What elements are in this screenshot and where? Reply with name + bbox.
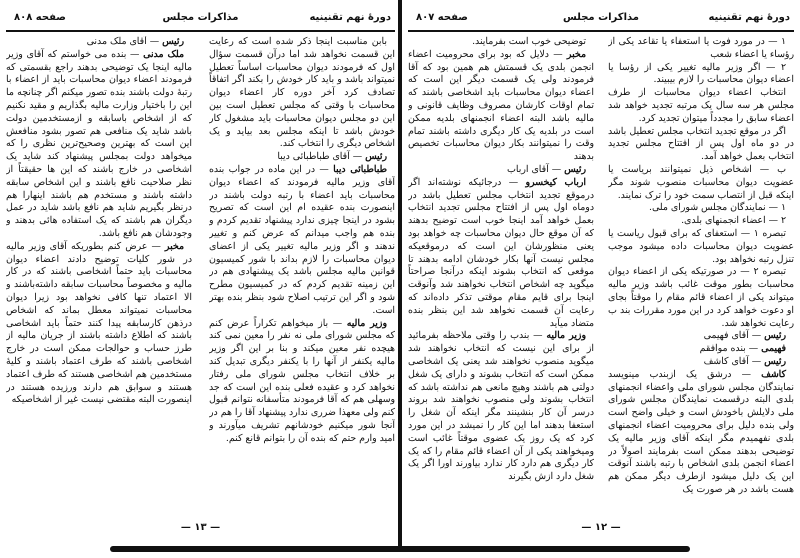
speaker-name: مخبر bbox=[164, 240, 184, 252]
paragraph-text: تبصره ۱ — استعفای که برای قبول ریاست یا عضویت دیوان محاسبات داده میشود موجب تنزل رتبه نخواهد بود. bbox=[608, 227, 794, 265]
paragraph bbox=[608, 369, 794, 497]
paragraph-text: ب — اشخاص ذیل نمیتوانند بریاست یا عضویت دیوان محاسبات منصوب شوند مگر اینکه قبل از انتصاب سمت خود را ترک نمایند. bbox=[608, 163, 794, 201]
session-label: دورهٔ نهم تقنینیه bbox=[309, 12, 391, 23]
paragraph-text: — بنده می خواستم که آقای وزیر مالیه اینجا یک توضیحی بدهند راجع بقسمتی که فرمودند اعضاء دیوان محاسبات باید از اعضاء با رتبهٔ دولت باشند بنده تصور میکنم اگر چنانچه ما این را باختیار وزارت مالیه بگذاریم و مقید نکنیم که از اشخاص باسابقه و ازمستخدمین دولت باشد شاید یک منافعی هم تصور بشود منافعش این است که بهترین وصحیح‌ترین نظری را که میخواهد دولت بمجلس پیشنهاد کند شاید یک اشخاصی در خارج باشند که این ها حقیقتاً از نظر صلاحیت نافع باشند و این اشخاص سابقه داشته باشند و مستخدم هم باشند اینهارا هم درنظر بگیریم شاید هم نافع باشد شاید در عمل دیگران هم باشند که یک استفاده هائی بدهند و وجودشان هم نافع باشد. bbox=[6, 48, 192, 239]
speaker-name: رئیس bbox=[564, 163, 586, 175]
speaker-name: رئیس bbox=[764, 330, 786, 342]
paragraph-text: اگر در موقع تجدید انتخاب مجلس تعطیل باشد در دو ماه اول پس از افتتاح مجلس تجدید انتخاب بعمل خواهد آمد. bbox=[608, 125, 794, 163]
paragraph bbox=[608, 126, 794, 164]
paragraph-text: — دلایل که بود برای محرومیت اعضاء انجمن بلدی یک قسمتش هم همین بود که آقا فرمودند ولی یک قسمت دیگر این است که اعضاء دیوان محاسبات باید اشخاصی باشند که تمام اوقات کارشان مصروف وظایف قانونی و مالیه باشد البته اعضاء انجمنهای بلدیه ممکن است در بلدیه یک کار دیگری داشته باشند تمام وقت را نمیتوانند بکار دیوان محاسبات تخصیص بدهند bbox=[408, 48, 594, 163]
paragraph bbox=[608, 62, 794, 88]
scan-bottom-edge bbox=[110, 546, 690, 552]
text-column-right bbox=[608, 36, 794, 512]
session-label: دورهٔ نهم تقنینیه bbox=[708, 12, 790, 23]
speaker-name: رئیس bbox=[365, 151, 387, 163]
paragraph bbox=[608, 266, 794, 330]
paragraph-text: — درجائیکه نوشته‌اند اگر درموقع تجدید انتخاب مجلس تعطیل باشد در دوماه اول پس از افتتاح مجلس تجدید انتخاب بعمل خواهد آمد اینجا خوب است توضیح بدهند که آن موقع حال دیوان محاسبات چه خواهد بود یعنی منظورشان این است که درموقعیکه مجلس نیست آنها بکار خودشان ادامه بدهند تا موقعی که انتخاب بشوند اینکه درآنجا صراحتاً میگوید چه اشخاص انتخاب نخواهند شد وآنوقت اینجا برای قایم مقام موقتی تذکر داده‌اند که رعایت آن قسمت نخواهد شد این بنظر بنده متضاد میآید bbox=[408, 176, 594, 329]
paragraph bbox=[408, 36, 594, 49]
paragraph-text: بابن مناسبت اینجا ذکر شده است که رعایت این قسمت نخواهد شد اما درآن قسمت سؤال اول که فرمودند دیوان محاسبات اساساً تعطیل نمیتواند باشد و باید کار خودش را بکند اگر اتفاقاً تصادف کرد آخر دوره کار اعضاء دیوان محاسبات با وقتی که مجلس تعطیل است بین این دو مجلس دیوان محاسبات باید مشغول کار خودش باشد تا اینکه مجلس بعد بیاید و یک اشخاص دیگری را انتخاب کند. bbox=[209, 36, 395, 150]
page-header bbox=[6, 12, 395, 28]
paragraph bbox=[408, 164, 594, 177]
page-header bbox=[408, 12, 794, 28]
speaker-name: مخبر bbox=[566, 48, 586, 60]
journal-title: مذاکرات مجلس bbox=[162, 12, 239, 23]
right-page bbox=[408, 0, 794, 540]
speaker-name: ارباب کیخسرو bbox=[525, 176, 586, 188]
paragraph-text: ۲ — اگر وزیر مالیه تغییر یکی از رؤسا یا اعضاء دیوان محاسبات را لازم بیبیند. bbox=[608, 61, 794, 86]
paragraph bbox=[608, 87, 794, 125]
paragraph bbox=[408, 330, 594, 484]
text-column-left bbox=[6, 36, 192, 512]
paragraph bbox=[408, 177, 594, 331]
paragraph bbox=[408, 49, 594, 164]
paragraph-text: ۱ — در مورد فوت یا استعفاء یا تقاعد یکی از رؤساء یا اعضاء شعب bbox=[608, 36, 794, 60]
paragraph-text: — عرض کنم بطوریکه آقای وزیر مالیه در شور کلیات توضیح دادند اعضاء دیوان محاسبات باید حتماً اشخاصی باشند که در کار مالیه و مخصوصاً محاسبات سابقه داشته‌باشند و الا اعتماد تنها کافی نخواهد بود زیرا دیوان محاسبات نمیتواند معطل بماند که اشخاص درذهن کارسابقه پیدا کنند حتماً باید اشخاصی باشند که اطلاع داشته باشند از جریان مالیه از طرز حساب و حوالجات ممکن است در خارج اشخاصی باشند که طرف اعتماد باشند و کلیهٔ مستخدمین هم اشخاصی هستند که طرف اعتماد هستند و سوابق هم دارند ورزیده هستند در اینصورت البته مقتضی نیست غیر از اشخاصیکه bbox=[6, 240, 192, 406]
paragraph-text: توضیحی خوب است بفرمایند. bbox=[472, 36, 586, 47]
paragraph-text: — آقای طباطبائی دیبا bbox=[277, 151, 366, 163]
paragraph bbox=[6, 36, 192, 49]
paragraph-text: تبصره ۲ — در صورتیکه یکی از اعضاء دیوان محاسبات بطور موقت غائب باشد وزیر مالیه میتواند یکی از اعضاء قائم مقام را موقتاً بجای او دعوت خواهد کرد در این مورد مقررات بند ب رعایت نخواهد شد. bbox=[608, 266, 794, 329]
paragraph bbox=[608, 330, 794, 343]
speaker-name: ملک مدنی bbox=[143, 48, 184, 60]
paragraph bbox=[608, 228, 794, 266]
speaker-name: کاشف bbox=[761, 368, 786, 380]
paragraph-text: ۲ — اعضاء انجمنهای بلدی. bbox=[681, 215, 786, 227]
page-number: صفحه ۸۰۷ bbox=[416, 12, 468, 23]
speaker-name: طباطبائی دیبا bbox=[333, 163, 387, 175]
paragraph bbox=[608, 164, 794, 202]
text-column-right bbox=[209, 36, 395, 512]
speaker-name: فهیمی bbox=[761, 343, 786, 355]
paragraph-text: — باز میخواهم تکراراً عرض کنم که مجلس شورای ملی نه نفر را معین نمی کند هیچده نفر معین میکند و بنا بر این اگر وزیر مالیه یکنفر از آنها را با یکنفر دیگری تبدیل کند بر خلاف انتخاب مجلس شورای ملی رفتار نخواهد کرد و عقیده فعلی بنده این است که جد وسهلی هم که آقا فرمودند متأسفانه نتوانم قبول کنم ولی معهذا ضرری ندارد پیشنهاد آقا را هم در آنجا شور میکنیم خودشانهم تشریف میآورند و امید وارم حتم که بنده آن را بتوانم قانع کنم. bbox=[209, 317, 395, 444]
book-spine-divider bbox=[398, 0, 402, 548]
text-column-left bbox=[408, 36, 594, 512]
left-page bbox=[6, 0, 395, 540]
paragraph-text: — آقای ارباب bbox=[507, 163, 565, 175]
header-rule bbox=[6, 30, 395, 32]
paragraph bbox=[209, 151, 395, 164]
header-rule bbox=[408, 30, 794, 32]
paragraph-text: — بنده موافقم bbox=[699, 343, 762, 355]
paragraph bbox=[608, 215, 794, 228]
paragraph bbox=[608, 356, 794, 369]
page-number: صفحه ۸۰۸ bbox=[14, 12, 66, 23]
paragraph-text: — در این ماده در جواب بنده آقای وزیر مالیه فرمودند که اعضاء دیوان محاسبات باید اعضاء با رتبه دولت باشند در اینصورت بنده عقیده ام این است که تصریح بشود در اینجا چیزی ندارد پیشنهاد تقدیم کردم و بنده هم واجب میدانم که عرض کنم و تغییر ندهند و اگر وزیر مالیه تغییر یکی از اعضای دیوان محاسبات را لازم بداند با شور کمیسیون قوانین مالیه مجلس باشد یک پیشنهادی هم در این زمینه تقدیم کردم که در کمیسیون مطرح شود و اگر این ترتیب اصلاح شود بنظر بنده بهتر است. bbox=[209, 163, 395, 316]
journal-title: مذاکرات مجلس bbox=[562, 12, 639, 23]
page-footer-number: — ۱۳ — bbox=[180, 522, 221, 533]
paragraph-text: — آقای فهیمی bbox=[703, 330, 765, 342]
speaker-name: وزیر مالیه bbox=[546, 330, 586, 342]
paragraph bbox=[209, 36, 395, 151]
paragraph-text: — آقای ملک مدنی bbox=[86, 36, 163, 47]
paragraph bbox=[608, 202, 794, 215]
paragraph bbox=[608, 36, 794, 62]
paragraph bbox=[608, 343, 794, 356]
paragraph bbox=[6, 241, 192, 407]
paragraph-text: — آقای کاشف bbox=[703, 355, 765, 367]
page-footer-number: — ۱۲ — bbox=[581, 522, 621, 533]
paragraph-text: ۱ — نمایندگان مجلس شورای ملی. bbox=[649, 202, 786, 214]
paragraph bbox=[6, 49, 192, 241]
paragraph-text: — درشق یک ازبندب مینویسد نمایندگان مجلس شورای ملی واعضاء انجمنهای بلدی البته درقسمت نمایندگان مجلس شورای ملی دلایلش باخودش است و خیلی واضح است ولی بنده دلیل برای محرومیت اعضاء انجمنهای بلدی نفهمیدم مگر اینکه آقای وزیر مالیه یک توضیحی بدهند ممکن است بفرمایند اصولاً در اعضاء انجمن بلدی اشخاص با رتبه باشند آنوقت این یک دلیل میشود ازطرف دیگر ممکن هم هست باشد در هر صورت یک bbox=[608, 368, 794, 495]
speaker-name: رئیس bbox=[162, 36, 184, 47]
paragraph bbox=[209, 318, 395, 446]
speaker-name: وزیر مالیه bbox=[346, 317, 387, 329]
paragraph-text: — بندب را وقتی ملاحظه بفرمائید از برای این نیست که انتخاب نخواهند شد میگوید منصوب نخواهند شد یعنی یک اشخاصی ممکن است که انتخاب بشوند و دارای یک شغل دولتی هم باشند وهیچ مانعی هم نداشته باشد که انتخاب بشوند ولی منصوب نخواهند شد بروند درسر آن کار بنشینند مگر اینکه آن شغل را استعفا بدهند اما این کار را نمیشد در این مورد کرد که یک روز یک عضوی موقتاً غائب است ومیخواهند یکی از آن اعضاء قائم مقام را که یک کار دیگری هم دارد کار ندارد بیاورند اورا اگر یک شغل دارد ازش بگیرند bbox=[408, 330, 594, 483]
paragraph bbox=[209, 164, 395, 318]
paragraph-text: انتخاب اعضاء دیوان محاسبات از طرف مجلس هر سه سال یک مرتبه تجدید خواهد شد اعضاء سابق را مجدداً میتوان تجدید کرد. bbox=[608, 87, 794, 124]
speaker-name: رئیس bbox=[764, 355, 786, 367]
